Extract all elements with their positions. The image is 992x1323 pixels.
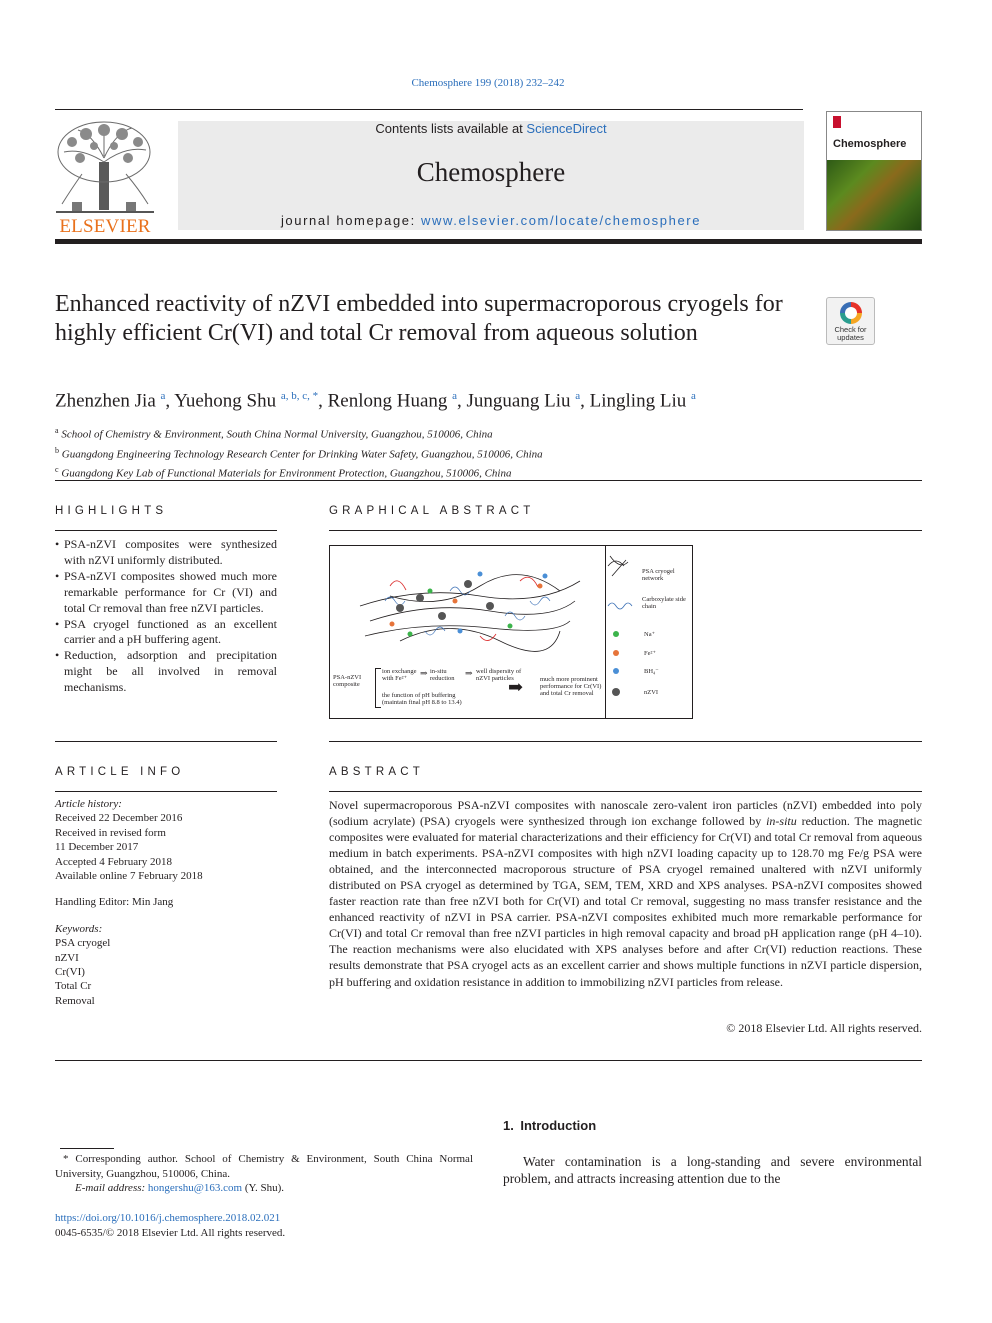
journal-name: Chemosphere bbox=[416, 157, 566, 187]
sciencedirect-link[interactable]: ScienceDirect bbox=[526, 121, 607, 136]
ga-legend-na: Na⁺ bbox=[644, 631, 656, 638]
email-link[interactable]: hongershu@163.com bbox=[147, 1182, 243, 1194]
history-item: Received 22 December 2016 bbox=[55, 812, 183, 825]
highlights-rule bbox=[55, 530, 277, 531]
ga-legend-fe: Fe²⁺ bbox=[644, 650, 656, 657]
affiliation-item: $^b$ Guangdong Engineering Technology Research Center for Drinking Water Safety, Guangzhou, 510006, China bbox=[55, 445, 543, 461]
check-updates-icon bbox=[840, 302, 862, 324]
author-affil-sup[interactable]: a bbox=[452, 390, 458, 402]
affiliations bbox=[55, 423, 925, 482]
copyright-notice: © 2018 Elsevier Ltd. All rights reserved. bbox=[726, 1021, 922, 1035]
keyword-item: PSA cryogel bbox=[55, 937, 111, 950]
ga-result-label: much more prominent performance for Cr(VI) and total Cr removal bbox=[540, 676, 602, 697]
history-item: 11 December 2017 bbox=[55, 841, 139, 854]
ga-step1-label: ion exchange with Fe²⁺ bbox=[382, 668, 417, 682]
issn-line: 0045-6535/© 2018 Elsevier Ltd. All rights reserved. bbox=[55, 1227, 286, 1239]
highlights-end-rule bbox=[55, 741, 277, 742]
ga-step3-label: well dispersity of nZVI particles bbox=[476, 668, 522, 682]
author-affil-sup[interactable]: a bbox=[160, 390, 166, 402]
keyword-item: Cr(VI) bbox=[55, 966, 85, 979]
ga-arrow-icon: ⇒ bbox=[420, 668, 428, 678]
introduction-heading: 1. Introduction bbox=[503, 1118, 597, 1133]
ga-legend-nzvi: nZVI bbox=[644, 689, 659, 696]
author-affil-sup[interactable]: a bbox=[690, 390, 696, 402]
affiliation-item: $^a$ School of Chemistry & Environment, South China Normal University, Guangzhou, 510006, China bbox=[55, 426, 493, 441]
ga-legend-carboxylate: Carboxylate side chain bbox=[642, 596, 686, 610]
check-updates-label: Check for updates bbox=[834, 325, 867, 342]
author-list: Zhenzhen Jia $^a$, Yuehong Shu $^{a, b, c, *}$, Renlong Huang $^a$, Junguang Liu $^a$, Lingling Liu $^a$ bbox=[55, 390, 696, 412]
author-name[interactable]: Yuehong Shu bbox=[174, 390, 277, 412]
history-label: Article history: bbox=[55, 798, 122, 810]
keyword-item: Removal bbox=[55, 994, 95, 1007]
keyword-item: nZVI bbox=[55, 951, 79, 964]
abstract-end-rule bbox=[55, 1060, 922, 1061]
homepage-link[interactable]: www.elsevier.com/locate/chemosphere bbox=[421, 213, 702, 228]
corresponding-author: * Corresponding author. School of Chemistry & Environment, South China Normal University, Guangzhou, 510006, China. bbox=[55, 1153, 473, 1180]
history-item: Available online 7 February 2018 bbox=[55, 870, 203, 883]
highlight-item: • PSA-nZVI composites showed much more remarkable performance for Cr (VI) and total Cr removal than free nZVI particles. bbox=[55, 569, 277, 617]
highlight-item: • PSA cryogel functioned as an excellent carrier and a pH buffering agent. bbox=[55, 617, 277, 649]
author-name[interactable]: Junguang Liu bbox=[466, 390, 571, 412]
cover-title: Chemosphere bbox=[833, 138, 907, 150]
ga-brace bbox=[375, 668, 381, 708]
doi-link[interactable]: https://doi.org/10.1016/j.chemosphere.2018.02.021 bbox=[55, 1212, 281, 1224]
ga-legend-network: PSA cryogel network bbox=[642, 568, 675, 582]
journal-cover[interactable] bbox=[826, 111, 922, 231]
article-title: Enhanced reactivity of nZVI embedded into supermacroporous cryogels for highly efficient Cr(VI) and total Cr removal from aqueous solution bbox=[55, 291, 783, 346]
author-name[interactable]: Zhenzhen Jia bbox=[55, 390, 156, 412]
graphical-abstract-heading: GRAPHICAL ABSTRACT bbox=[329, 505, 535, 517]
cover-logo-icon bbox=[833, 116, 841, 128]
article-info-rule bbox=[55, 791, 277, 792]
history-item: Received in revised form bbox=[55, 826, 166, 839]
elsevier-logo bbox=[52, 118, 158, 238]
spacer bbox=[55, 883, 277, 895]
ga-legend-bh4: BH₄⁻ bbox=[644, 668, 659, 675]
history-item: Accepted 4 February 2018 bbox=[55, 855, 172, 868]
abstract-heading: ABSTRACT bbox=[329, 766, 424, 778]
handling-editor: Handling Editor: Min Jang bbox=[55, 896, 174, 909]
keyword-item: Total Cr bbox=[55, 980, 92, 993]
keywords-label: Keywords: bbox=[55, 922, 103, 935]
highlights-list bbox=[55, 537, 277, 696]
highlight-item: • Reduction, adsorption and precipitation might be all involved in removal mechanisms. bbox=[55, 648, 277, 696]
journal-masthead bbox=[178, 121, 804, 230]
affiliation-item: $^c$ Guangdong Key Lab of Functional Materials for Environment Protection, Guangzhou, 510006, China bbox=[55, 465, 512, 480]
check-for-updates-button[interactable] bbox=[826, 297, 875, 345]
graphical-abstract-end-rule bbox=[329, 741, 922, 742]
article-info-heading: ARTICLE INFO bbox=[55, 766, 185, 778]
top-rule bbox=[55, 109, 803, 110]
tree-icon bbox=[52, 118, 158, 218]
abstract-rule bbox=[329, 791, 922, 792]
highlight-item: • PSA-nZVI composites were synthesized with nZVI uniformly distributed. bbox=[55, 537, 277, 569]
ga-step4-label: the function of pH buffering (maintain final pH 8.8 to 13.4) bbox=[382, 692, 462, 706]
highlights-heading: HIGHLIGHTS bbox=[55, 505, 168, 517]
author-affil-sup[interactable]: a, b, c, * bbox=[280, 390, 319, 402]
ga-arrow-icon: ⇒ bbox=[465, 668, 473, 678]
contents-prefix: Contents lists available at bbox=[375, 121, 527, 136]
cover-image bbox=[827, 160, 921, 230]
graphical-abstract-figure[interactable] bbox=[329, 545, 693, 719]
ga-big-arrow-icon: ➡ bbox=[508, 677, 524, 697]
ga-start-label: PSA-nZVI composite bbox=[333, 674, 362, 688]
abstract-text: Novel supermacroporous PSA-nZVI composites with nanoscale zero-valent iron particles (nZVI) embedded into poly (sodium acrylate) (PSA) cryogels were synthesized through ion exchange followed by in-situ reduction. The magnetic composites were evaluated for material characterizations and their efficiency for Cr(VI) and total Cr removal from aqueous medium in batch experiments. PSA-nZVI composites with high nZVI loading capacity up to 128.70 mg Fe/g PSA were obtained, and the interconnected macroporous structure of PSA cryogel remained unaltered with nZVI uniformly distributed on PSA cryogel as determined by TGA, SEM, TEM, XRD and XPS analyses. PSA-nZVI composites showed faster reaction rate than free nZVI both for Cr(VI) and total Cr removal, suggesting no mass transfer resistance and the enhanced reactivity of nZVI in PSA carrier. PSA-nZVI composites exhibited much more remarkable performance for Cr(VI) and total Cr removal than free nZVI particles in high removal capacity and broad pH application range (pH 4–10). The reaction mechanisms were also elucidated with XPS analyses before and after Cr(VI) reduction reactions. These results demonstrate that PSA cryogel acts as an excellent carrier and shows multiple functions in nZVI particle dispersion, pH buffering and oxidation resistance in addition to immobilizing nZVI particles from release. bbox=[329, 798, 922, 989]
affiliation-rule bbox=[55, 480, 922, 481]
introduction-text: Water contamination is a long-standing and severe environmental problem, and attracts increasing attention due to the bbox=[503, 1154, 922, 1186]
journal-reference[interactable]: Chemosphere 199 (2018) 232–242 bbox=[411, 77, 565, 89]
author-name[interactable]: Renlong Huang bbox=[327, 390, 448, 412]
email-line: E-mail address: hongershu@163.com (Y. Shu). bbox=[75, 1182, 285, 1194]
homepage-line bbox=[178, 213, 804, 228]
corresponding-footnote bbox=[55, 1152, 473, 1196]
contents-line bbox=[178, 121, 804, 136]
author-affil-sup[interactable]: a bbox=[575, 390, 581, 402]
article-info bbox=[55, 797, 277, 1008]
footnote-rule bbox=[60, 1148, 114, 1149]
cryogel-network-illustration bbox=[330, 546, 605, 666]
elsevier-wordmark: ELSEVIER bbox=[59, 216, 151, 237]
graphical-abstract-rule bbox=[329, 530, 922, 531]
author-name[interactable]: Lingling Liu bbox=[589, 390, 687, 412]
spacer bbox=[55, 910, 277, 922]
homepage-prefix: journal homepage: bbox=[280, 213, 422, 228]
ga-step2-label: in-situ reduction bbox=[430, 668, 455, 682]
masthead-rule bbox=[55, 239, 922, 244]
